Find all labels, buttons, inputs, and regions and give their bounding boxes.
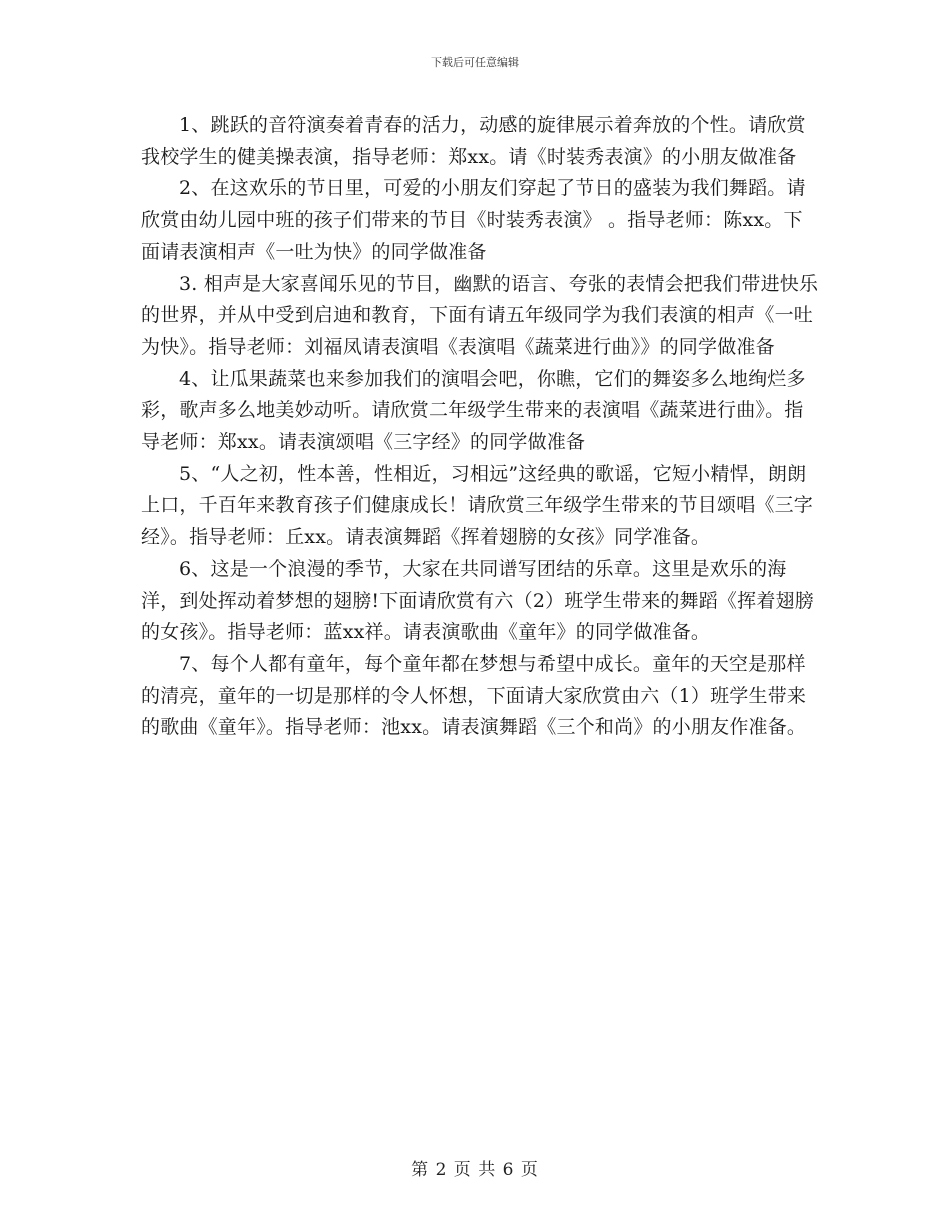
paragraph-2: 2、在这欢乐的节日里，可爱的小朋友们穿起了节日的盛装为我们舞蹈。请欣赏由幼儿园中班的孩子们带来的节目《时装秀表演》 。指导老师：陈xx。下面请表演相声《一吐为快》的同学做准备 bbox=[141, 177, 806, 263]
page-footer: 第 2 页 共 6 页 bbox=[411, 1160, 539, 1180]
paragraph-6: 6、这是一个浪漫的季节，大家在共同谱写团结的乐章。这里是欢乐的海洋，到处挥动着梦想的翅膀!下面请欣赏有六（2）班学生带来的舞蹈《挥着翅膀的女孩》。指导老师：蓝xx祥。请表演歌曲《童年》的同学做准备。 bbox=[141, 557, 814, 644]
document-body bbox=[141, 110, 821, 744]
paragraph-5: 5、“人之初，性本善，性相近，习相远”这经典的歌谣，它短小精悍，朗朗上口，千百年来教育孩子们健康成长！请欣赏三年级学生带来的节目颂唱《三字经》。指导老师：丘xx。请表演舞蹈《挥着翅膀的女孩》同学准备。 bbox=[141, 462, 814, 549]
page-header: 下载后可任意编辑 bbox=[431, 56, 519, 69]
paragraph-4: 4、让瓜果蔬菜也来参加我们的演唱会吧，你瞧，它们的舞姿多么地绚烂多彩，歌声多么地美妙动听。请欣赏二年级学生带来的表演唱《蔬菜进行曲》。指导老师：郑xx。请表演颂唱《三字经》的同学做准备 bbox=[141, 367, 806, 454]
paragraph-7: 7、每个人都有童年，每个童年都在梦想与希望中成长。童年的天空是那样的清亮，童年的一切是那样的令人怀想，下面请大家欣赏由六（1）班学生带来的歌曲《童年》。指导老师：池xx。请表演舞蹈《三个和尚》的小朋友作准备。 bbox=[141, 652, 807, 739]
paragraph-3: 3. 相声是大家喜闻乐见的节目，幽默的语言、夸张的表情会把我们带进快乐的世界，并从中受到启迪和教育，下面有请五年级同学为我们表演的相声《一吐为快》。指导老师：刘福凤请表演唱《表演唱《蔬菜进行曲》》的同学做准备 bbox=[141, 272, 819, 358]
paragraph-1: 1、跳跃的音符演奏着青春的活力，动感的旋律展示着奔放的个性。请欣赏我校学生的健美操表演，指导老师：郑xx。请《时装秀表演》的小朋友做准备 bbox=[141, 114, 806, 168]
